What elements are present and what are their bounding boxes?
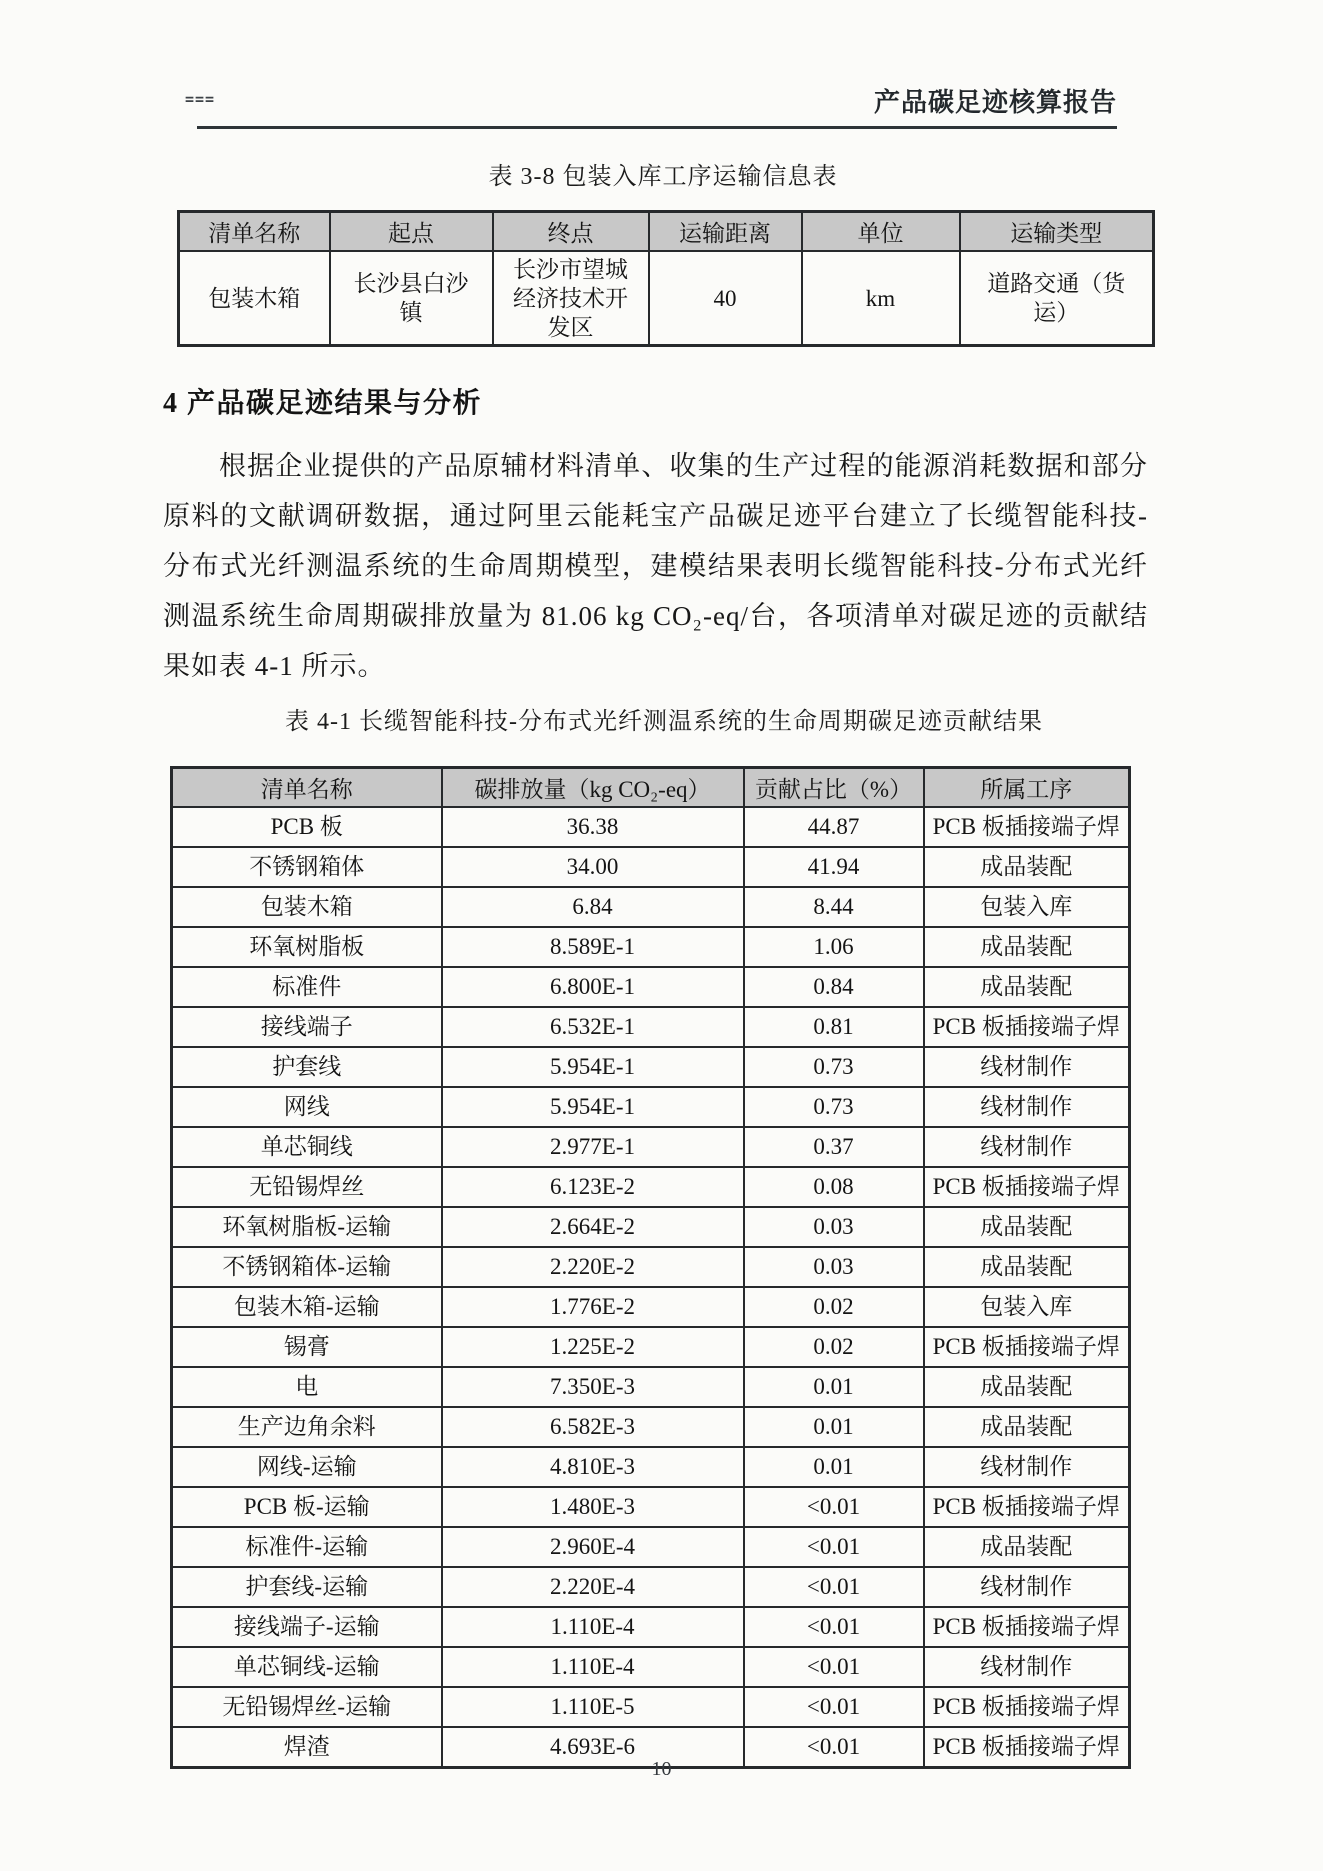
table-cell: 不锈钢箱体-运输 (172, 1247, 442, 1287)
table-cell: PCB 板插接端子焊 (924, 1687, 1130, 1727)
table-cell: 6.532E-1 (442, 1007, 744, 1047)
table-3-8-caption: 表 3-8 包装入库工序运输信息表 (488, 164, 838, 190)
table-cell: 8.589E-1 (442, 927, 744, 967)
table-cell: 不锈钢箱体 (172, 847, 442, 887)
table-cell: PCB 板插接端子焊 (924, 1007, 1130, 1047)
table-cell: 2.220E-4 (442, 1567, 744, 1607)
table-cell: 网线 (172, 1087, 442, 1127)
table-row (172, 1287, 1130, 1327)
table-row (179, 251, 1154, 346)
table-cell: 1.110E-4 (442, 1607, 744, 1647)
table-cell: 成品装配 (924, 1207, 1130, 1247)
table-cell: 环氧树脂板 (172, 927, 442, 967)
table-cell: 1.110E-5 (442, 1687, 744, 1727)
table-row (172, 1567, 1130, 1607)
table-4-1 (170, 766, 1131, 1769)
table-cell: 4.693E-6 (442, 1727, 744, 1768)
table-cell: 5.954E-1 (442, 1047, 744, 1087)
table-cell: <0.01 (744, 1487, 924, 1527)
table-row (172, 1207, 1130, 1247)
table-row (172, 1527, 1130, 1567)
table-cell: PCB 板插接端子焊 (924, 1727, 1130, 1768)
table-cell: 单芯铜线 (172, 1127, 442, 1167)
table-cell: 生产边角余料 (172, 1407, 442, 1447)
table-cell: 无铅锡焊丝 (172, 1167, 442, 1207)
table-cell: 4.810E-3 (442, 1447, 744, 1487)
table-cell: 护套线-运输 (172, 1567, 442, 1607)
table-cell: 6.582E-3 (442, 1407, 744, 1447)
table-cell: 成品装配 (924, 1367, 1130, 1407)
table-cell: 成品装配 (924, 967, 1130, 1007)
column-header: 清单名称 (179, 212, 330, 252)
table-row (172, 1247, 1130, 1287)
table-cell: 0.84 (744, 967, 924, 1007)
column-header: 运输类型 (960, 212, 1154, 252)
table-cell: 7.350E-3 (442, 1367, 744, 1407)
table-cell: PCB 板插接端子焊 (924, 807, 1130, 847)
table-cell: 成品装配 (924, 1247, 1130, 1287)
table-cell: 道路交通（货运） (960, 251, 1154, 346)
table-cell: <0.01 (744, 1727, 924, 1768)
table-cell: 包装入库 (924, 1287, 1130, 1327)
table-cell: 0.01 (744, 1407, 924, 1447)
table-cell: 线材制作 (924, 1567, 1130, 1607)
table-cell: 护套线 (172, 1047, 442, 1087)
table-cell: 标准件 (172, 967, 442, 1007)
table-row (172, 847, 1130, 887)
table-cell: 2.220E-2 (442, 1247, 744, 1287)
table-3-8-header-row (179, 212, 1154, 252)
table-cell: 0.73 (744, 1087, 924, 1127)
table-row (172, 927, 1130, 967)
table-cell: 无铅锡焊丝-运输 (172, 1687, 442, 1727)
table-row (172, 1407, 1130, 1447)
table-cell: 0.73 (744, 1047, 924, 1087)
table-cell: 标准件-运输 (172, 1527, 442, 1567)
table-cell: 长沙县白沙镇 (330, 251, 493, 346)
table-row (172, 1127, 1130, 1167)
corner-mark: === (185, 90, 216, 108)
table-cell: <0.01 (744, 1687, 924, 1727)
table-cell: 6.123E-2 (442, 1167, 744, 1207)
table-cell: <0.01 (744, 1607, 924, 1647)
table-cell: 36.38 (442, 807, 744, 847)
table-cell: PCB 板-运输 (172, 1487, 442, 1527)
table-row (172, 1447, 1130, 1487)
column-header: 所属工序 (924, 768, 1130, 808)
table-cell: 0.08 (744, 1167, 924, 1207)
table-3-8 (177, 210, 1155, 347)
document-header-title: 产品碳足迹核算报告 (873, 87, 1117, 117)
table-cell: 5.954E-1 (442, 1087, 744, 1127)
table-cell: 包装木箱 (179, 251, 330, 346)
table-cell: 1.480E-3 (442, 1487, 744, 1527)
table-cell: 线材制作 (924, 1447, 1130, 1487)
table-row (172, 1327, 1130, 1367)
table-cell: 线材制作 (924, 1127, 1130, 1167)
table-row (172, 1367, 1130, 1407)
table-cell: 2.977E-1 (442, 1127, 744, 1167)
page-number: 10 (651, 1758, 672, 1780)
table-row (172, 887, 1130, 927)
column-header: 终点 (493, 212, 649, 252)
table-row (172, 1687, 1130, 1727)
table-cell: PCB 板插接端子焊 (924, 1607, 1130, 1647)
table-cell: 锡膏 (172, 1327, 442, 1367)
table-cell: 34.00 (442, 847, 744, 887)
table-cell: 0.02 (744, 1327, 924, 1367)
column-header: 单位 (802, 212, 960, 252)
table-row (172, 807, 1130, 847)
table-cell: PCB 板插接端子焊 (924, 1487, 1130, 1527)
column-header: 运输距离 (649, 212, 802, 252)
table-cell: 电 (172, 1367, 442, 1407)
table-cell: 0.03 (744, 1207, 924, 1247)
table-cell: km (802, 251, 960, 346)
column-header: 贡献占比（%） (744, 768, 924, 808)
table-cell: 接线端子-运输 (172, 1607, 442, 1647)
column-header: 清单名称 (172, 768, 442, 808)
body-paragraph: 根据企业提供的产品原辅材料清单、收集的生产过程的能源消耗数据和部分原料的文献调研数据，通过阿里云能耗宝产品碳足迹平台建立了长缆智能科技-分布式光纤测温系统的生命周期模型，建模结果表明长缆智能科技-分布式光纤测温系统生命周期碳排放量为 81.06 kg CO₂-eq/台，各项清单对碳足迹的贡献结果如表 4-1 所示。 (163, 451, 1148, 681)
table-cell: 1.776E-2 (442, 1287, 744, 1327)
column-header: 碳排放量（kg CO₂-eq） (442, 768, 744, 808)
table-cell: 成品装配 (924, 847, 1130, 887)
table-cell: 线材制作 (924, 1087, 1130, 1127)
table-cell: 焊渣 (172, 1727, 442, 1768)
table-cell: 1.225E-2 (442, 1327, 744, 1367)
column-header: 起点 (330, 212, 493, 252)
section-heading: 4 产品碳足迹结果与分析 (163, 388, 483, 419)
table-cell: 1.110E-4 (442, 1647, 744, 1687)
table-cell: 包装木箱 (172, 887, 442, 927)
table-cell: <0.01 (744, 1527, 924, 1567)
table-row (172, 1607, 1130, 1647)
table-cell: 0.02 (744, 1287, 924, 1327)
table-cell: 6.84 (442, 887, 744, 927)
table-cell: PCB 板插接端子焊 (924, 1167, 1130, 1207)
table-cell: 成品装配 (924, 1527, 1130, 1567)
table-cell: 线材制作 (924, 1647, 1130, 1687)
table-cell: 1.06 (744, 927, 924, 967)
table-cell: 线材制作 (924, 1047, 1130, 1087)
table-cell: 0.01 (744, 1447, 924, 1487)
table-cell: 40 (649, 251, 802, 346)
table-cell: <0.01 (744, 1567, 924, 1607)
table-row (172, 1647, 1130, 1687)
table-cell: 2.664E-2 (442, 1207, 744, 1247)
table-cell: 44.87 (744, 807, 924, 847)
table-cell: 0.81 (744, 1007, 924, 1047)
table-4-1-header-row (172, 768, 1130, 808)
table-row (172, 1487, 1130, 1527)
table-cell: 8.44 (744, 887, 924, 927)
table-cell: 接线端子 (172, 1007, 442, 1047)
table-row (172, 1047, 1130, 1087)
table-cell: 网线-运输 (172, 1447, 442, 1487)
table-cell: PCB 板 (172, 807, 442, 847)
table-cell: 2.960E-4 (442, 1527, 744, 1567)
table-cell: 包装木箱-运输 (172, 1287, 442, 1327)
table-cell: 包装入库 (924, 887, 1130, 927)
table-cell: 成品装配 (924, 927, 1130, 967)
table-row (172, 1087, 1130, 1127)
table-row (172, 1007, 1130, 1047)
table-cell: 41.94 (744, 847, 924, 887)
header-rule (197, 126, 1117, 129)
table-row (172, 967, 1130, 1007)
table-cell: 单芯铜线-运输 (172, 1647, 442, 1687)
table-cell: 0.03 (744, 1247, 924, 1287)
table-cell: 6.800E-1 (442, 967, 744, 1007)
table-cell: PCB 板插接端子焊 (924, 1327, 1130, 1367)
table-cell: 长沙市望城经济技术开发区 (493, 251, 649, 346)
table-row (172, 1167, 1130, 1207)
table-cell: 环氧树脂板-运输 (172, 1207, 442, 1247)
table-cell: 0.01 (744, 1367, 924, 1407)
table-4-1-caption: 表 4-1 长缆智能科技-分布式光纤测温系统的生命周期碳足迹贡献结果 (285, 709, 1043, 735)
table-cell: 0.37 (744, 1127, 924, 1167)
table-cell: <0.01 (744, 1647, 924, 1687)
table-cell: 成品装配 (924, 1407, 1130, 1447)
